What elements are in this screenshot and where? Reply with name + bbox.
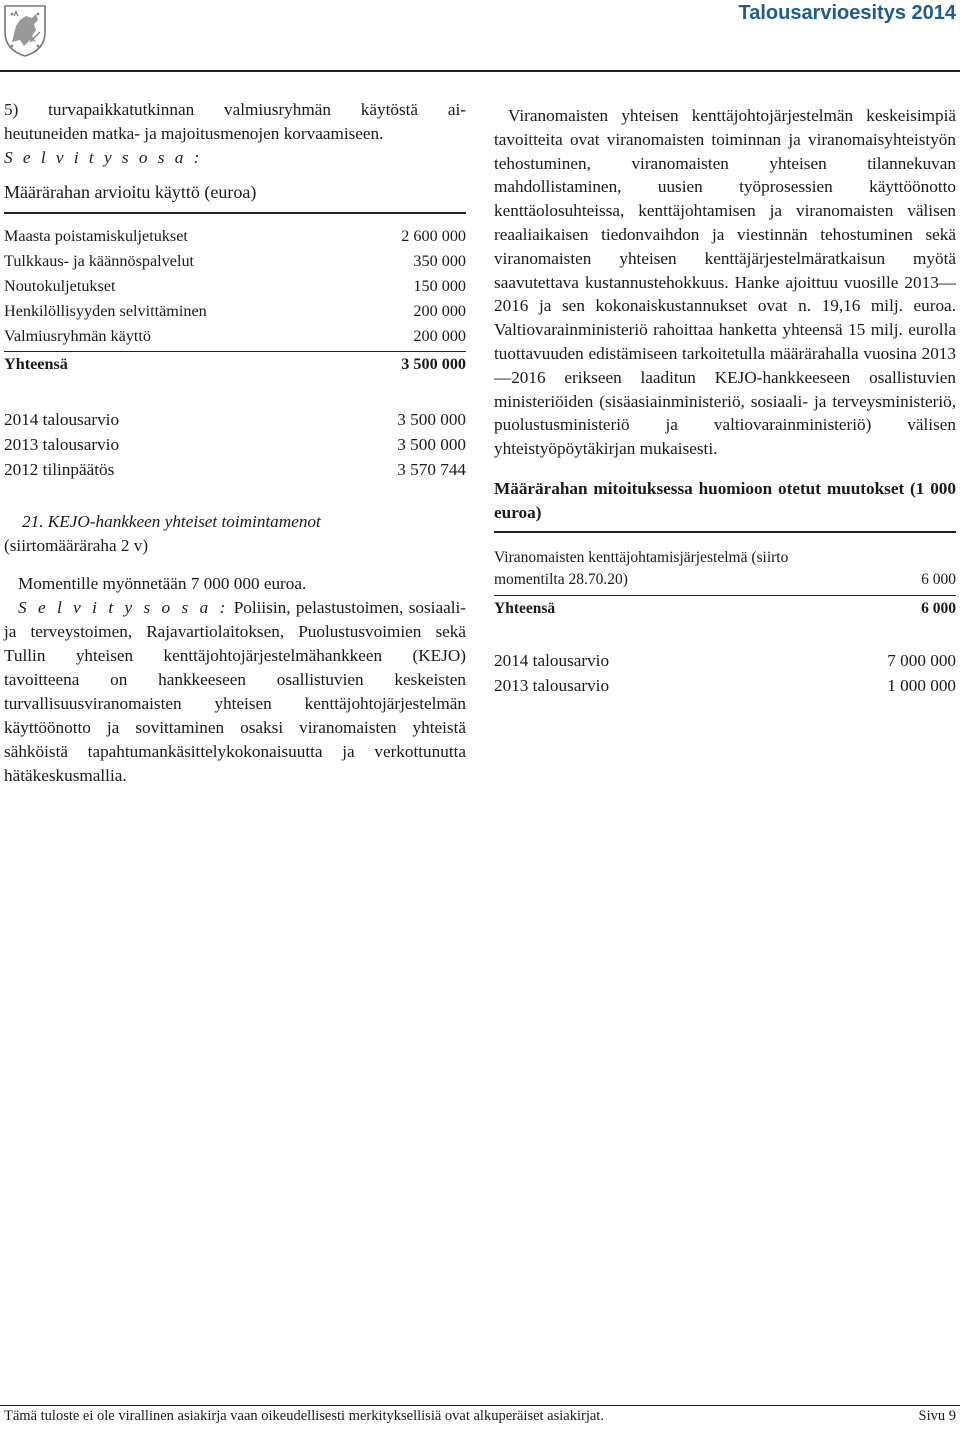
budget-row-label: 2013 talousarvio (4, 435, 120, 454)
footer-disclaimer: Tämä tuloste ei ole virallinen asiakirja vaan oikeudellisesti merkityksellisiä ovat alkuperäiset asiakirjat. (4, 1408, 604, 1424)
usage-total-value: 3 500 000 (401, 355, 466, 373)
changes-heading: Määrärahan mitoituksessa huomioon otetut muutokset (1 000 euroa) (494, 478, 956, 522)
budget-row-value: 3 500 000 (397, 435, 466, 454)
document-title: Talousarvioesitys 2014 (738, 2, 956, 24)
usage-table-title: Määrärahan arvioitu käyttö (euroa) (4, 182, 257, 202)
changes-total-row (494, 596, 956, 622)
usage-row (4, 274, 466, 299)
changes-total-value: 6 000 (921, 599, 956, 617)
budget-history-table (494, 648, 956, 698)
budget-row-value: 3 570 744 (397, 460, 466, 479)
usage-row-label: Tulkkaus- ja käännöspalvelut (4, 252, 195, 270)
usage-row-value: 200 000 (413, 302, 466, 320)
intro-line: heutuneiden matka- ja majoitusmenojen korvaamiseen. (4, 124, 384, 143)
right-column (494, 98, 956, 698)
coat-of-arms-lion-icon (2, 2, 48, 58)
usage-row-value: 200 000 (413, 327, 466, 345)
usage-row (4, 324, 466, 349)
budget-row (494, 648, 956, 673)
budget-row (4, 432, 466, 457)
budget-row-label: 2013 talousarvio (494, 675, 610, 695)
usage-row (4, 249, 466, 274)
left-column (4, 98, 466, 788)
usage-row-label: Noutokuljetukset (4, 277, 116, 295)
kejo-goals-paragraph: Viranomaisten yhteisen kenttäjohtojärjestelmän keskeisimpiä tavoitteita ovat viranomaisten toiminnan ja viranomaisyhteistyön tehostuminen, viranomaisten yhteisen tilannekuvan mahdollistaminen, uusien työprosessien käyttöönotto kenttäolosuhteissa, kenttäjohtamisen ja viranomaisten välisen reaaliaikaisen tiedonvaihdon ja viestinnän tehostuminen sekä viranomaisten yhteisen kenttäjärjestelmäratkaisun myötä saavutettava kustannustehokkuus. Hanke ajoittuu vuosille 2013—2016 ja sen kokonaiskustannukset ovat n. 19,16 milj. euroa. Valtiovarainministeriö rahoittaa hanketta yhteensä 15 milj. eurolla tuottavuuden edistämiseen tarkoitetulla määrärahalla vuosina 2013—2016 erikseen laaditun KEJO-hankkeeseen osallistuvien ministeriöiden (sisäasiainministeriö, sosiaali- ja terveysministeriö, puolustusministeriö ja valtiovarainministeriö) välisen yhteistyöpöytäkirjan mukaisesti. (494, 106, 956, 459)
selvitysosa-paragraph (4, 596, 466, 788)
budget-history-table (4, 407, 466, 482)
budget-row-value: 1 000 000 (887, 675, 956, 695)
section-subtitle: (siirtomääräraha 2 v) (4, 536, 149, 555)
section-title: KEJO-hankkeen yhteiset toimintamenot (47, 512, 321, 531)
usage-row-label: Henkilöllisyyden selvittäminen (4, 302, 207, 320)
usage-row-value: 2 600 000 (401, 227, 466, 245)
budget-row (494, 673, 956, 698)
intro-line: 5) turvapaikkatutkinnan valmiusryhmän käytöstä ai- (4, 100, 466, 119)
budget-row (4, 457, 466, 482)
budget-row-label: 2012 tilinpäätös (4, 460, 115, 479)
usage-row-value: 150 000 (413, 277, 466, 295)
change-value: 6 000 (921, 570, 956, 588)
budget-row-value: 7 000 000 (887, 650, 956, 670)
usage-row-label: Maasta poistamiskuljetukset (4, 227, 188, 245)
change-label: Viranomaisten kenttäjohtamisjärjestelmä (siirto (494, 548, 789, 566)
usage-table (4, 224, 466, 349)
budget-row (4, 407, 466, 432)
budget-row-label: 2014 talousarvio (4, 410, 120, 429)
section-heading (4, 510, 466, 534)
selvitysosa-label: S e l v i t y s o s a : (4, 148, 203, 167)
change-label: momentilta 28.70.20) (494, 570, 628, 588)
header-divider (0, 70, 960, 72)
page-number: Sivu 9 (918, 1408, 956, 1424)
section-number: 21. (22, 512, 44, 531)
usage-row (4, 224, 466, 249)
usage-total-row (4, 352, 466, 377)
budget-row-value: 3 500 000 (397, 410, 466, 429)
footer-divider (0, 1405, 960, 1406)
changes-total-label: Yhteensä (494, 599, 556, 617)
selvitysosa-text: Poliisin, pelastustoimen, sosiaali- ja terveystoimen, Rajavartiolaitoksen, Puolustusvoimien sekä Tullin yhteisen kenttäjohtojärjestelmähankkeen (KEJO) tavoitteena on hankkeeseen osallistuvien keskeisten turvallisuusviranomaisten yhteisen kenttäjohtojärjestelmän käyttöönotto ja sovittaminen osaksi viranomaisten yhteistä sähköistä tapahtumankäsittelykokonaisuutta ja verkottunutta hätäkeskusmallia. (4, 598, 466, 785)
appropriation-text: Momentille myönnetään 7 000 000 euroa. (18, 574, 307, 593)
usage-row-label: Valmiusryhmän käyttö (4, 327, 152, 345)
usage-total-label: Yhteensä (4, 355, 68, 373)
budget-row-label: 2014 talousarvio (494, 650, 610, 670)
table-top-rule (4, 212, 466, 214)
usage-row-value: 350 000 (413, 252, 466, 270)
usage-row (4, 299, 466, 324)
change-row (494, 547, 956, 591)
changes-rule (494, 531, 956, 533)
selvitysosa-label: S e l v i t y s o s a : (18, 598, 229, 617)
